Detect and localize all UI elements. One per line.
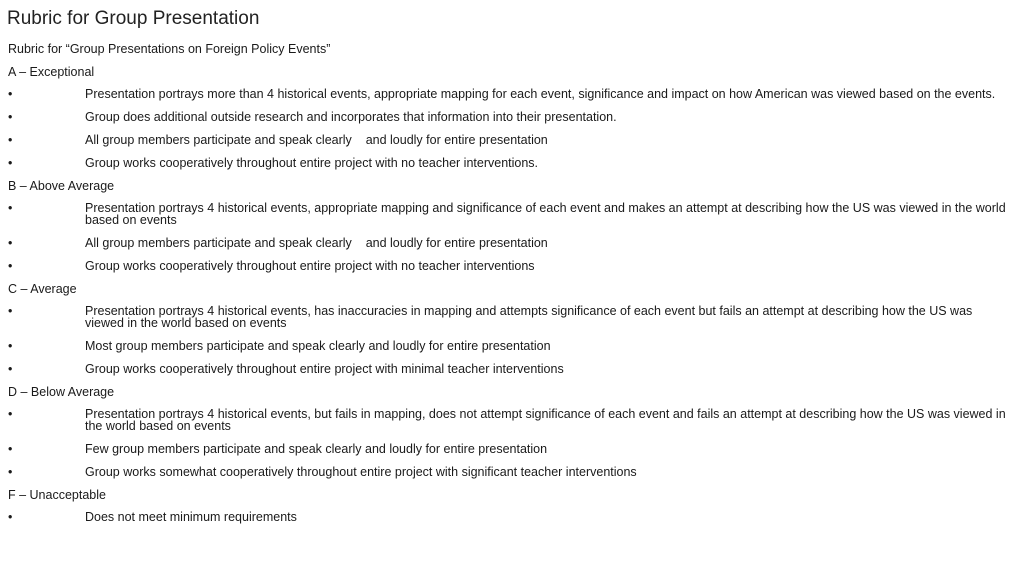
list-item-text: Group works cooperatively throughout entire project with no teacher interventions. <box>85 156 539 170</box>
list-item <box>8 111 1013 123</box>
bullet-icon: • <box>8 339 13 353</box>
grade-heading-c: C – Average <box>8 282 77 296</box>
grade-heading-f: F – Unacceptable <box>8 488 106 502</box>
list-item-text: Group works cooperatively throughout entire project with no teacher interventions <box>85 259 535 273</box>
slide-title: Rubric for Group Presentation <box>7 8 260 29</box>
list-item <box>8 305 1013 329</box>
list-item <box>8 88 1013 100</box>
rubric-subtitle: Rubric for “Group Presentations on Foreign Policy Events” <box>8 42 331 56</box>
list-item-text: Presentation portrays more than 4 historical events, appropriate mapping for each event, significance and impact on how American was viewed based on the events. <box>85 87 996 101</box>
list-item <box>8 340 1013 352</box>
bullet-icon: • <box>8 87 13 101</box>
bullet-icon: • <box>8 156 13 170</box>
bullet-icon: • <box>8 201 13 215</box>
list-item <box>8 443 1013 455</box>
list-item-text: Group works somewhat cooperatively throughout entire project with significant teacher interventions <box>85 465 637 479</box>
bullet-icon: • <box>8 133 13 147</box>
list-item <box>8 237 1013 249</box>
list-item-text: Group works cooperatively throughout entire project with minimal teacher interventions <box>85 362 564 376</box>
list-item <box>8 157 1013 169</box>
bullet-icon: • <box>8 259 13 273</box>
rubric-content <box>8 43 1013 534</box>
bullet-icon: • <box>8 407 13 421</box>
list-item-text: Group does additional outside research and incorporates that information into their presentation. <box>85 110 617 124</box>
list-item <box>8 363 1013 375</box>
list-item-text: Presentation portrays 4 historical events, has inaccuracies in mapping and attempts significance of each event but fails an attempt at describing how the US was viewed in the world based on events <box>85 304 973 330</box>
list-item-text: Few group members participate and speak clearly and loudly for entire presentation <box>85 442 548 456</box>
bullet-icon: • <box>8 442 13 456</box>
list-item <box>8 511 1013 523</box>
bullet-icon: • <box>8 304 13 318</box>
list-item <box>8 260 1013 272</box>
grade-heading-b: B – Above Average <box>8 179 115 193</box>
list-item-text: Presentation portrays 4 historical events, appropriate mapping and significance of each event and makes an attempt at describing how the US was viewed in the world based on events <box>85 201 1006 227</box>
list-item-text: Does not meet minimum requirements <box>85 510 297 524</box>
bullet-icon: • <box>8 510 13 524</box>
list-item <box>8 466 1013 478</box>
list-item-text: All group members participate and speak clearly and loudly for entire presentation <box>85 236 548 250</box>
list-item <box>8 408 1013 432</box>
grade-heading-d: D – Below Average <box>8 385 115 399</box>
bullet-icon: • <box>8 110 13 124</box>
bullet-icon: • <box>8 465 13 479</box>
list-item <box>8 202 1013 226</box>
list-item <box>8 134 1013 146</box>
list-item-text: Most group members participate and speak clearly and loudly for entire presentation <box>85 339 551 353</box>
bullet-icon: • <box>8 362 13 376</box>
list-item-text: Presentation portrays 4 historical events, but fails in mapping, does not attempt significance of each event and fails an attempt at describing how the US was viewed in the world based on events <box>85 407 1006 433</box>
grade-heading-a: A – Exceptional <box>8 65 95 79</box>
list-item-text: All group members participate and speak clearly and loudly for entire presentation <box>85 133 548 147</box>
bullet-icon: • <box>8 236 13 250</box>
